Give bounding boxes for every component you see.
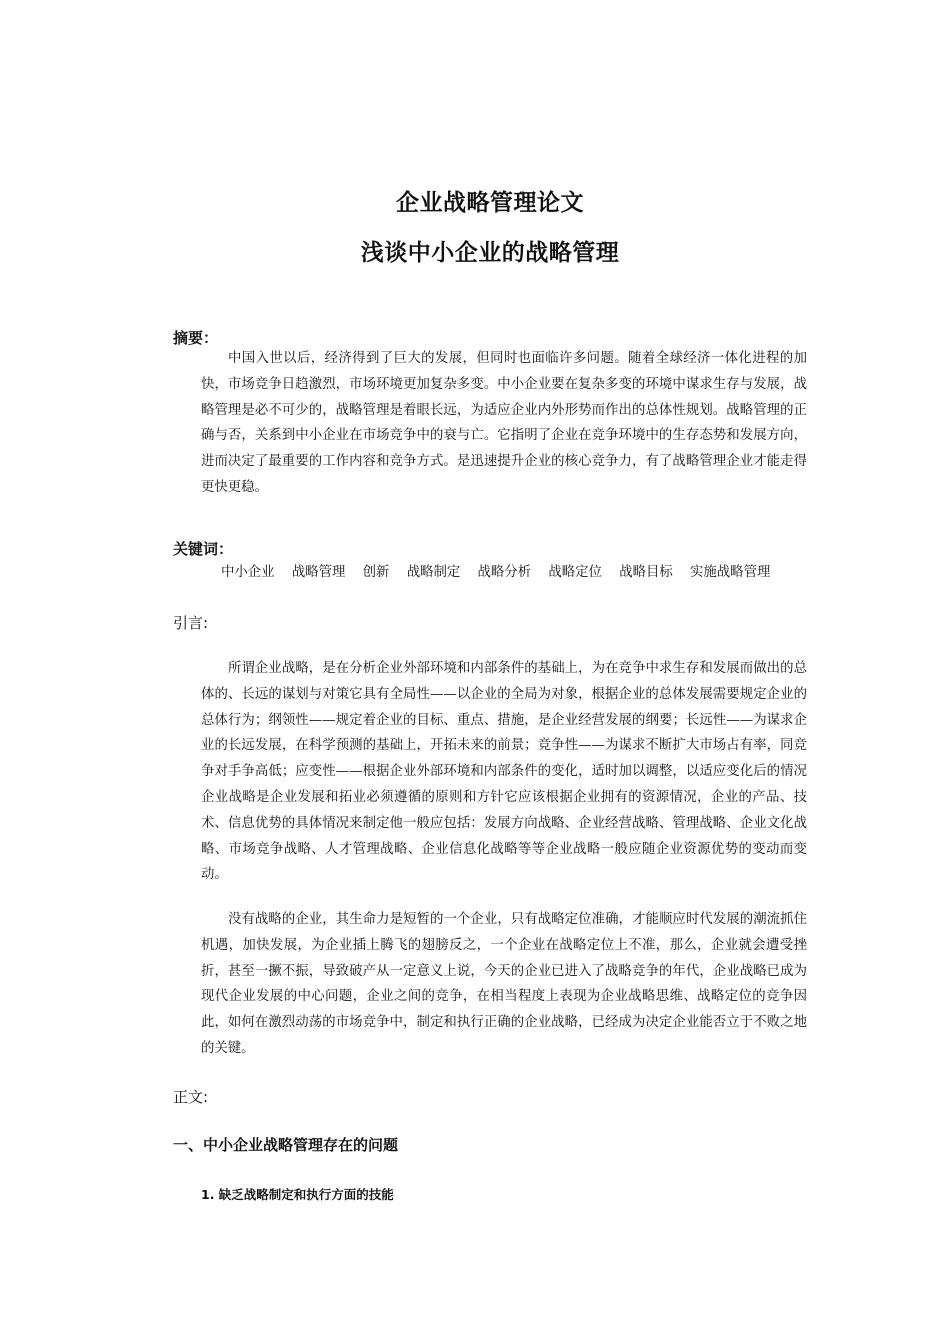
document-subtitle: 浅谈中小企业的战略管理 — [360, 240, 620, 266]
abstract-label: 摘要： — [173, 329, 219, 347]
keywords-list — [221, 561, 783, 580]
keyword-item: 战略管理 — [291, 565, 346, 580]
keyword-item: 战略制定 — [406, 565, 461, 580]
document-title: 企业战略管理论文 — [396, 190, 584, 216]
keyword-item: 实施战略管理 — [690, 565, 771, 580]
keyword-item: 战略分析 — [477, 565, 532, 580]
abstract-text: 中国入世以后，经济得到了巨大的发展，但同时也面临许多问题。随着全球经济一体化进程的加快，市场竞争日趋激烈，市场环境更加复杂多变。中小企业要在复杂多变的环境中谋求生存与发展，战略管理是必不可少的，战略管理是着眼长远，为适应企业内外形势而作出的总体性规划。战略管理的正确与否，关系到中小企业在市场竞争中的衰与亡。它指明了企业在竞争环境中的生存态势和发展方向，进而决定了最重要的工作内容和竞争方式。是迅速提升企业的核心竞争力，有了战略管理企业才能走得更快更稳。 — [201, 351, 807, 495]
introduction-label: 引言: — [173, 614, 209, 632]
keyword-item: 战略定位 — [548, 565, 602, 580]
subsection-heading: 1. 缺乏战略制定和执行方面的技能 — [201, 1187, 394, 1202]
keyword-item: 创新 — [362, 565, 390, 580]
keyword-item: 战略目标 — [619, 565, 673, 580]
introduction-paragraph-1: 所谓企业战略，是在分析企业外部环境和内部条件的基础上，为在竞争中求生存和发展而做出的总体的、长远的谋划与对策它具有全局性——以企业的全局为对象，根据企业的总体发展需要规定企业的总体行为；纲领性——规定着企业的目标、重点、措施，是企业经营发展的纲要；长远性——为谋求企业的长远发展，在科学预测的基础上，开拓未来的前景；竞争性——为谋求不断扩大市场占有率，同竞争对手争高低；应变性——根据企业外部环境和内部条件的变化，适时加以调整，以适应变化后的情况企业战略是企业发展和拓业必须遵循的原则和方针它应该根据企业拥有的资源情况，企业的产品、技术、信息优势的具体情况来制定他一般应包括：发展方向战略、企业经营战略、管理战略、企业文化战略、市场竞争战略、人才管理战略、企业信息化战略等等企业战略一般应随企业资源优势的变动而变动。 — [201, 661, 807, 883]
introduction-paragraph-2: 没有战略的企业，其生命力是短暂的一个企业，只有战略定位准确，才能顺应时代发展的潮流抓住机遇，加快发展，为企业插上腾飞的翅膀反之，一个企业在战略定位上不准，那么，企业就会遭受挫折，甚至一撅不振，导致破产从一定意义上说，今天的企业已进入了战略竞争的年代，企业战略已成为现代企业发展的中心问题，企业之间的竞争，在相当程度上表现为企业战略思维、战略定位的竞争因此，如何在激烈动荡的市场竞争中，制定和执行正确的企业战略，已经成为决定企业能否立于不败之地的关键。 — [201, 912, 807, 1056]
body-label: 正文: — [173, 1088, 209, 1106]
keyword-item: 中小企业 — [221, 565, 275, 580]
keywords-label: 关键词： — [173, 540, 234, 558]
section-heading: 一、中小企业战略管理存在的问题 — [173, 1136, 399, 1154]
